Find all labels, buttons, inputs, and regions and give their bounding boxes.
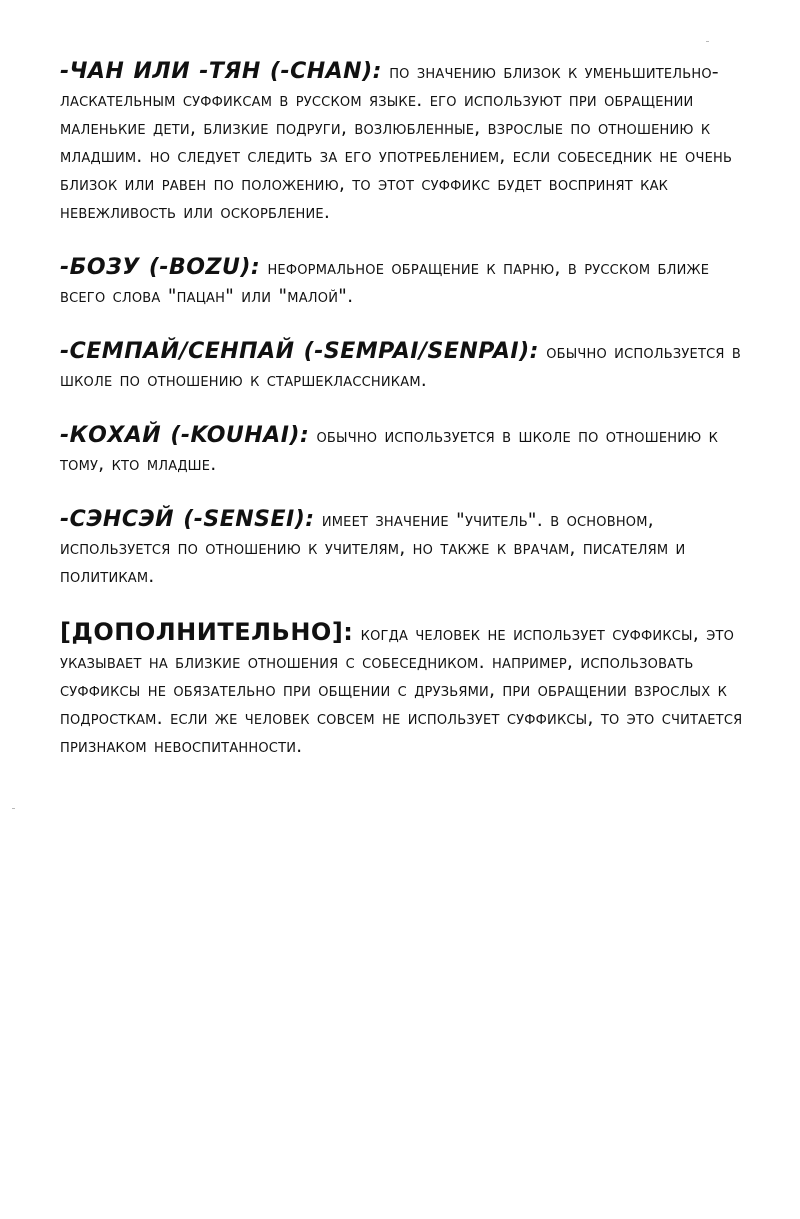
entry-chan — [60, 58, 750, 226]
definition-bozu: неформальное обращение к парню, в русском ближе всего слова "пацан" или "малой". — [60, 257, 710, 307]
entry-sempai — [60, 338, 750, 394]
term-bozu: -БОЗУ (-BOZU): — [60, 255, 261, 280]
definition-sempai: обычно используется в школе по отношению к старшеклассникам. — [60, 341, 741, 391]
entry-bozu — [60, 254, 750, 310]
definition-sensei: имеет значение "учитель". в основном, используется по отношению к учителям, но также к врачам, писателям и политикам. — [60, 509, 686, 587]
term-chan: -ЧАН ИЛИ -ТЯН (-CHAN): — [60, 59, 382, 84]
entry-additional — [60, 618, 750, 760]
suffix-glossary — [60, 58, 750, 788]
definition-chan: по значению близок к уменьшительно-ласкательным суффиксам в русском языке. его используют при обращении маленькие дети, близкие подруги, возлюбленные, взрослые по отношению к младшим. но следует следить за его употреблением, если собеседник не очень близок или равен по положению, то этот суффикс будет воспринят как невежливость или оскорбление. — [60, 61, 733, 223]
scan-speck — [706, 41, 709, 42]
definition-additional: когда человек не использует суффиксы, это указывает на близкие отношения с собеседником. например, использовать суффиксы не обязательно при общении с друзьями, при обращении взрослых к подросткам. если же человек совсем не использует суффиксы, то это считается признаком невоспитанности. — [60, 623, 743, 757]
definition-kouhai: обычно используется в школе по отношению к тому, кто младше. — [60, 425, 719, 475]
term-sensei: -СЭНСЭЙ (-SENSEI): — [60, 507, 315, 532]
term-kouhai: -КОХАЙ (-KOUHAI): — [60, 423, 310, 448]
term-sempai: -СЕМПАЙ/СЕНПАЙ (-SEMPAI/SENPAI): — [60, 339, 539, 364]
entry-sensei — [60, 506, 750, 590]
entry-kouhai — [60, 422, 750, 478]
scan-speck — [12, 808, 15, 809]
term-additional: [ДОПОЛНИТЕЛЬНО]: — [60, 618, 354, 646]
